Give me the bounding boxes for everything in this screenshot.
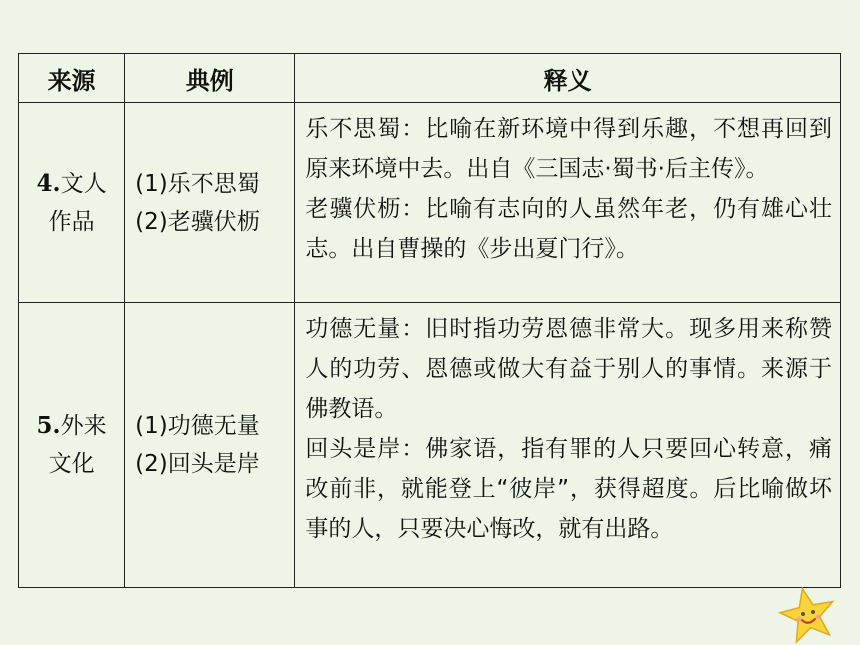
source-label: 文人 <box>60 170 107 197</box>
example-cell <box>125 103 295 303</box>
table-header-row <box>19 54 841 103</box>
idiom-source-table <box>18 53 841 588</box>
header-source: 来源 <box>19 54 125 103</box>
smiling-star-icon <box>778 586 838 644</box>
explanation-cell <box>295 303 841 588</box>
table-row <box>19 103 841 303</box>
header-example: 典例 <box>125 54 295 103</box>
source-number: 5. <box>36 412 61 439</box>
source-label: 文化 <box>48 451 95 477</box>
explanation-paragraph: 回头是岸：佛家语，指有罪的人只要回心转意，痛改前非，就能登上“彼岸”，获得超度。后比喻做坏事的人，只要决心悔改，就有出路。 <box>305 436 832 542</box>
explanation-paragraph: 乐不思蜀：比喻在新环境中得到乐趣，不想再回到原来环境中去。出自《三国志·蜀书·后主传》。 <box>305 116 832 182</box>
explanation-paragraph: 老骥伏枥：比喻有志向的人虽然年老，仍有雄心壮志。出自曹操的《步出夏门行》。 <box>305 196 832 262</box>
source-number: 4. <box>36 169 61 197</box>
example-item: (1)乐不思蜀 <box>135 170 260 197</box>
explanation-cell <box>295 103 841 303</box>
example-item: (2)老骥伏枥 <box>135 208 260 235</box>
explanation-paragraph: 功德无量：旧时指功劳恩德非常大。现多用来称赞人的功劳、恩德或做大有益于别人的事情。来源于佛教语。 <box>305 316 832 422</box>
example-cell <box>125 303 295 588</box>
header-explanation: 释义 <box>295 54 841 103</box>
source-cell <box>19 103 125 303</box>
source-label: 作品 <box>48 208 95 235</box>
example-item: (1)功德无量 <box>135 413 260 439</box>
source-label: 外来 <box>60 413 107 439</box>
source-cell <box>19 303 125 588</box>
example-item: (2)回头是岸 <box>135 451 260 477</box>
table-row <box>19 303 841 588</box>
